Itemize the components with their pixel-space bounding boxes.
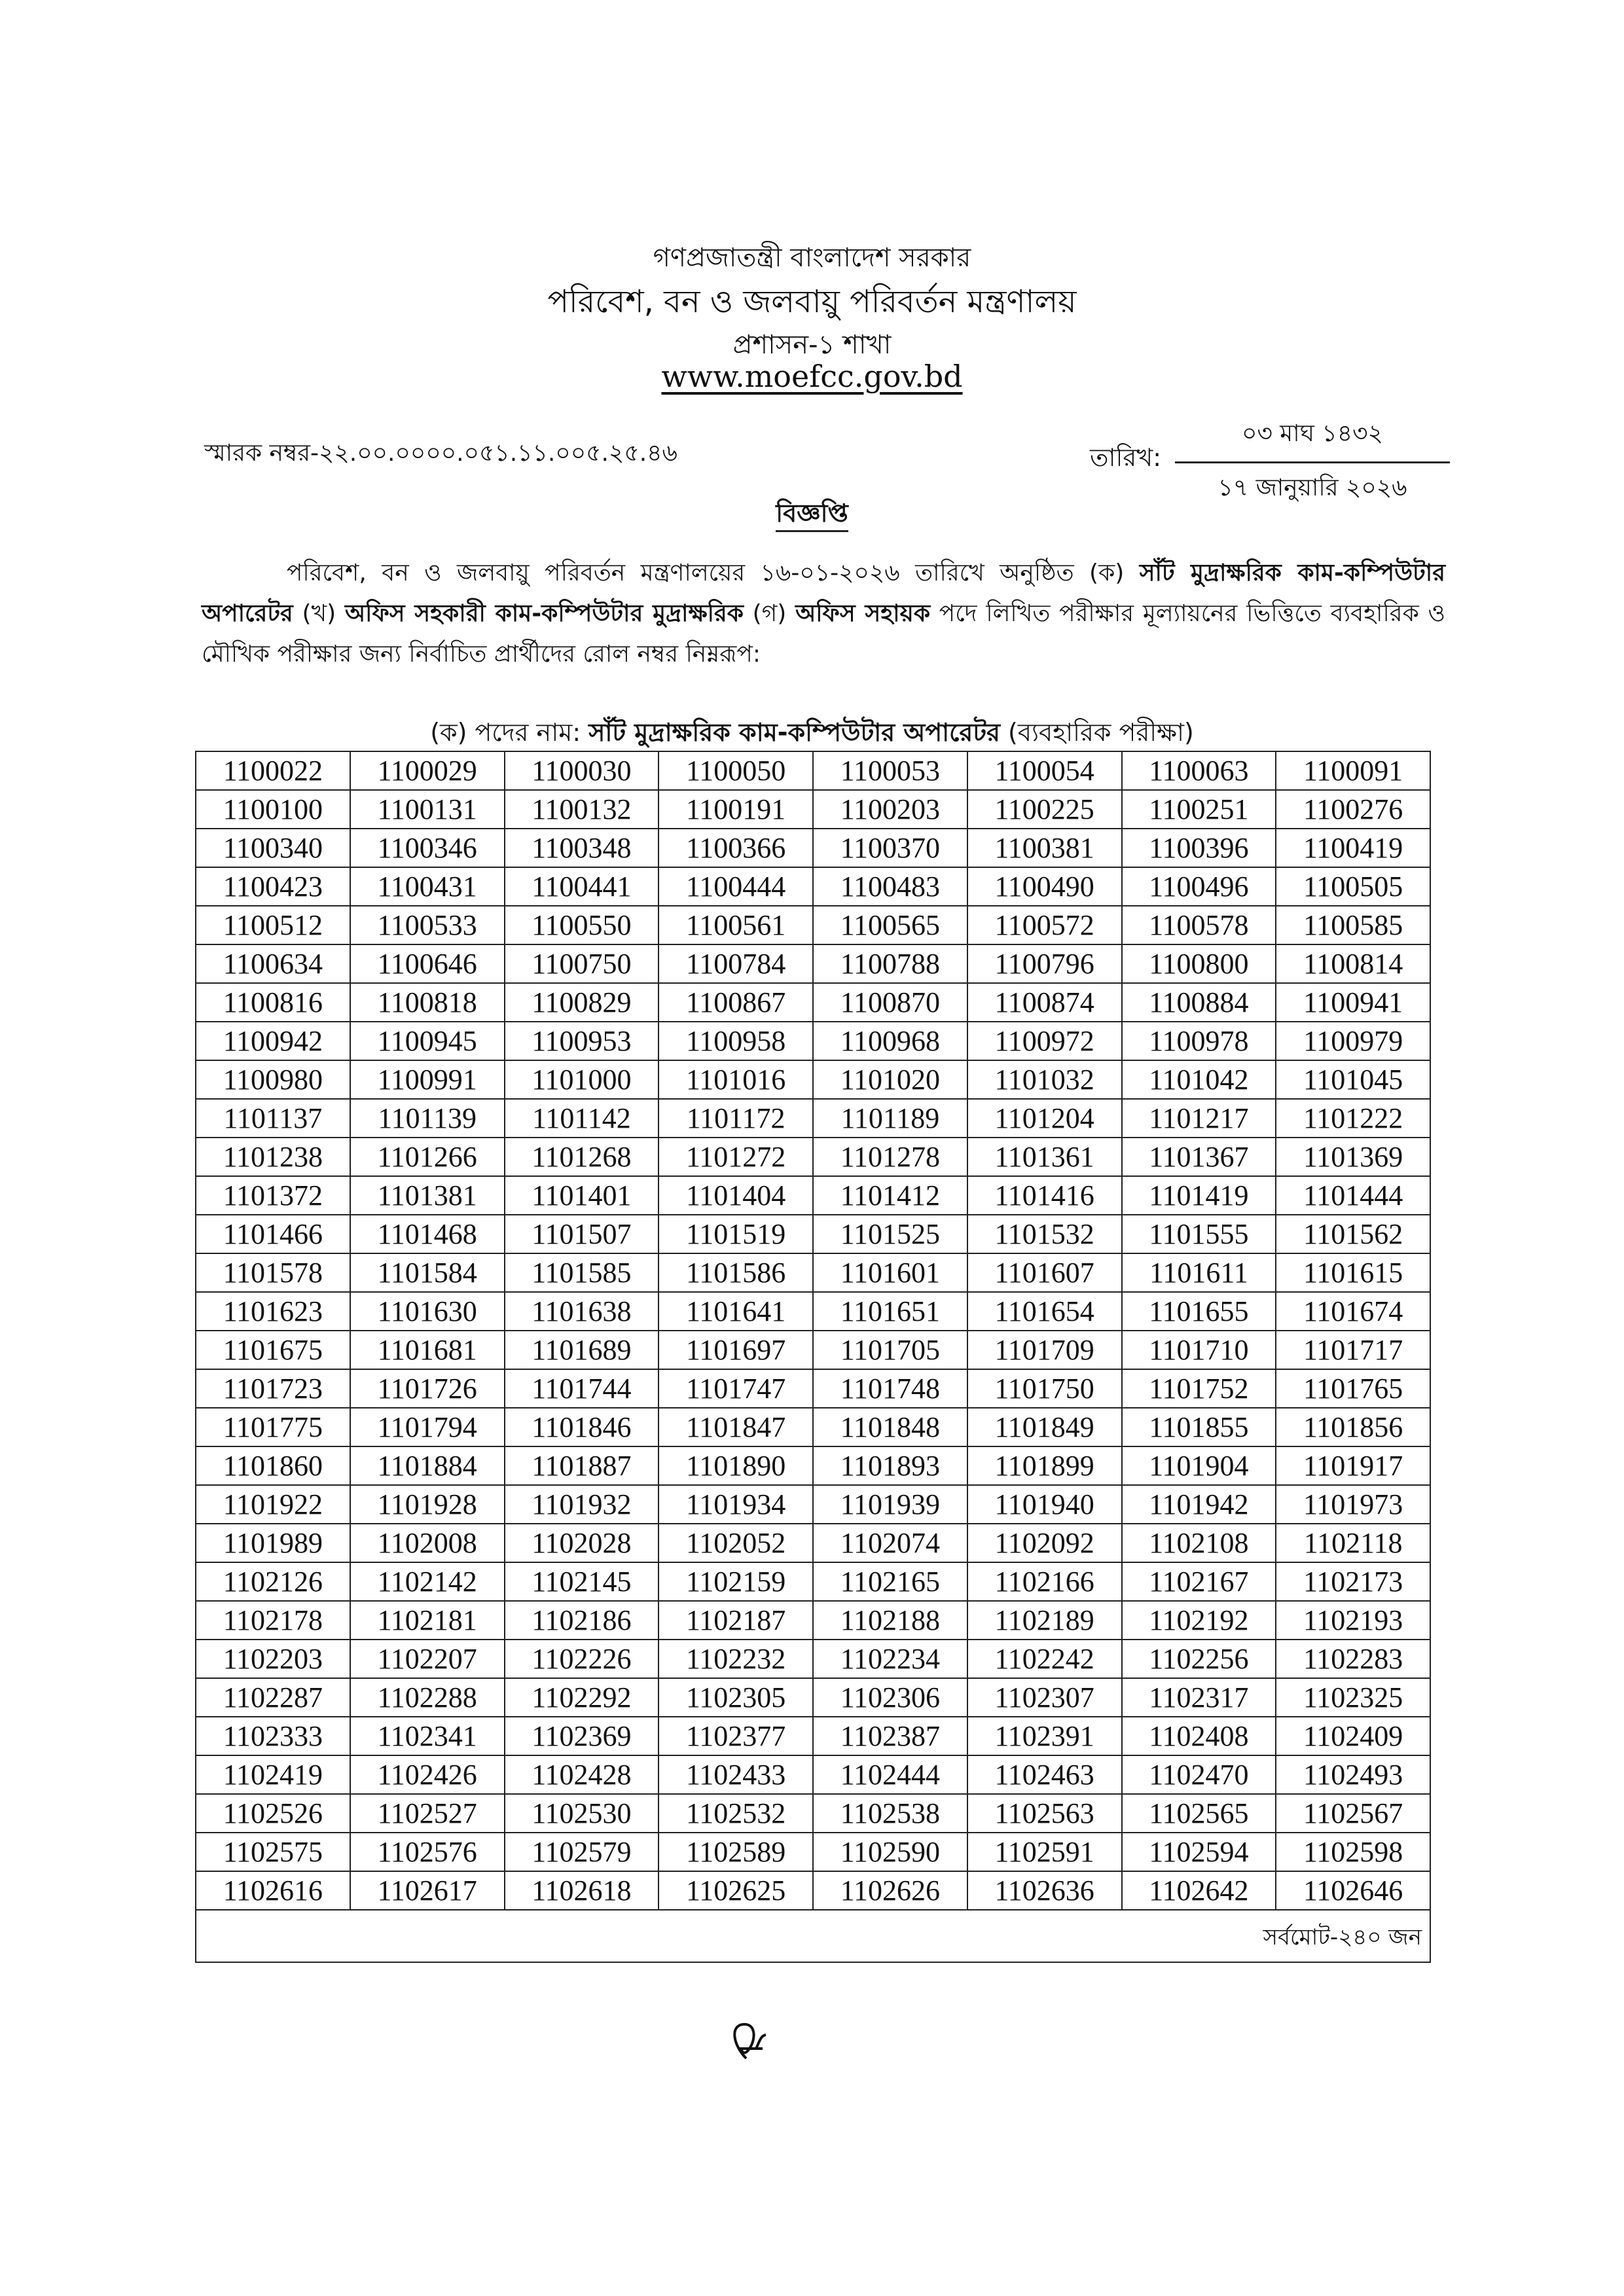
roll-number-cell: 1101172 [659, 1099, 813, 1138]
total-row [196, 1910, 1430, 1962]
roll-number-cell: 1101855 [1122, 1408, 1276, 1446]
roll-number-cell: 1100100 [196, 790, 350, 829]
roll-number-cell: 1102598 [1276, 1833, 1430, 1871]
roll-number-cell: 1102203 [196, 1640, 350, 1678]
roll-number-cell: 1100348 [505, 829, 659, 867]
roll-number-cell: 1100968 [813, 1022, 967, 1060]
roll-number-cell: 1101601 [813, 1253, 967, 1292]
roll-number-cell: 1101607 [967, 1253, 1122, 1292]
signature-icon [727, 2019, 785, 2065]
roll-number-cell: 1101689 [505, 1331, 659, 1369]
roll-number-cell: 1100978 [1122, 1022, 1276, 1060]
website-link[interactable]: www.moefcc.gov.bd [661, 359, 963, 394]
roll-number-cell: 1100578 [1122, 906, 1276, 944]
roll-number-cell: 1101586 [659, 1253, 813, 1292]
roll-number-cell: 1101989 [196, 1524, 350, 1562]
table-row [196, 1871, 1430, 1910]
roll-number-cell: 1100054 [967, 751, 1122, 790]
total-count: সর্বমোট-২৪০ জন [196, 1910, 1430, 1962]
roll-number-cell: 1101641 [659, 1292, 813, 1331]
roll-number-cell: 1101000 [505, 1060, 659, 1099]
roll-number-cell: 1100572 [967, 906, 1122, 944]
roll-number-cell: 1102617 [350, 1871, 505, 1910]
table-row [196, 1292, 1430, 1331]
roll-number-cell: 1101584 [350, 1253, 505, 1292]
roll-number-cell: 1102207 [350, 1640, 505, 1678]
roll-number-cell: 1101884 [350, 1446, 505, 1485]
roll-number-cell: 1102126 [196, 1562, 350, 1601]
roll-number-cell: 1101507 [505, 1215, 659, 1253]
roll-number-cell: 1101238 [196, 1138, 350, 1176]
roll-number-cell: 1102052 [659, 1524, 813, 1562]
roll-number-cell: 1102532 [659, 1794, 813, 1833]
roll-number-cell: 1102234 [813, 1640, 967, 1678]
table-row [196, 1640, 1430, 1678]
roll-number-cell: 1101532 [967, 1215, 1122, 1253]
roll-number-cell: 1100444 [659, 867, 813, 906]
roll-number-cell: 1100533 [350, 906, 505, 944]
roll-number-cell: 1100829 [505, 983, 659, 1022]
roll-number-cell: 1101217 [1122, 1099, 1276, 1138]
roll-number-cell: 1101939 [813, 1485, 967, 1524]
roll-number-cell: 1100784 [659, 944, 813, 983]
roll-number-cell: 1102428 [505, 1755, 659, 1794]
table-row [196, 829, 1430, 867]
table-row [196, 1215, 1430, 1253]
roll-number-cell: 1102092 [967, 1524, 1122, 1562]
roll-number-cell: 1102188 [813, 1601, 967, 1640]
roll-number-cell: 1102636 [967, 1871, 1122, 1910]
roll-number-cell: 1102187 [659, 1601, 813, 1640]
roll-number-cell: 1101189 [813, 1099, 967, 1138]
table-row [196, 1253, 1430, 1292]
roll-number-cell: 1101139 [350, 1099, 505, 1138]
table-row [196, 1176, 1430, 1215]
government-name: গণপ্রজাতন্ত্রী বাংলাদেশ সরকার [653, 243, 971, 273]
roll-number-cell: 1102074 [813, 1524, 967, 1562]
roll-number-cell: 1102142 [350, 1562, 505, 1601]
roll-number-cell: 1102590 [813, 1833, 967, 1871]
roll-number-cell: 1102028 [505, 1524, 659, 1562]
roll-number-cell: 1102232 [659, 1640, 813, 1678]
roll-number-cell: 1100132 [505, 790, 659, 829]
branch-name: প্রশাসন-১ শাখা [732, 330, 892, 360]
roll-number-cell: 1100091 [1276, 751, 1430, 790]
roll-number-cell: 1101893 [813, 1446, 967, 1485]
roll-number-cell: 1100953 [505, 1022, 659, 1060]
roll-number-cell: 1102288 [350, 1678, 505, 1717]
roll-number-cell: 1100203 [813, 790, 967, 829]
roll-number-cell: 1101042 [1122, 1060, 1276, 1099]
roll-number-cell: 1102226 [505, 1640, 659, 1678]
roll-number-cell: 1102646 [1276, 1871, 1430, 1910]
post-a: সাঁট মুদ্রাক্ষরিক কাম-কম্পিউটার অপারেটর [202, 560, 1446, 627]
roll-number-cell: 1102369 [505, 1717, 659, 1755]
roll-number-cell: 1101744 [505, 1369, 659, 1408]
table-row [196, 1022, 1430, 1060]
roll-number-cell: 1102166 [967, 1562, 1122, 1601]
roll-number-cell: 1101578 [196, 1253, 350, 1292]
roll-number-cell: 1100870 [813, 983, 967, 1022]
roll-number-cell: 1101222 [1276, 1099, 1430, 1138]
table-row [196, 1331, 1430, 1369]
roll-number-cell: 1102530 [505, 1794, 659, 1833]
memo-number: স্মারক নম্বর-২২.০০.০০০০.০৫১.১১.০০৫.২৫.৪৬ [204, 440, 677, 467]
roll-number-cell: 1101401 [505, 1176, 659, 1215]
roll-number-cell: 1102283 [1276, 1640, 1430, 1678]
roll-number-cell: 1101697 [659, 1331, 813, 1369]
table-row [196, 1601, 1430, 1640]
roll-number-cell: 1102463 [967, 1755, 1122, 1794]
roll-number-cell: 1102642 [1122, 1871, 1276, 1910]
roll-number-cell: 1101562 [1276, 1215, 1430, 1253]
roll-number-cell: 1101940 [967, 1485, 1122, 1524]
roll-number-cell: 1100788 [813, 944, 967, 983]
ministry-name: পরিবেশ, বন ও জলবায়ু পরিবর্তন মন্ত্রণালয় [547, 283, 1077, 320]
notice-title: বিজ্ঞপ্তি [0, 494, 1624, 536]
table-row [196, 944, 1430, 983]
roll-number-cell: 1101765 [1276, 1369, 1430, 1408]
roll-number-cell: 1100958 [659, 1022, 813, 1060]
roll-number-cell: 1100867 [659, 983, 813, 1022]
table-row [196, 1524, 1430, 1562]
roll-number-cell: 1101747 [659, 1369, 813, 1408]
roll-number-cell: 1101020 [813, 1060, 967, 1099]
roll-number-cell: 1100816 [196, 983, 350, 1022]
roll-number-cell: 1100050 [659, 751, 813, 790]
roll-number-cell: 1100646 [350, 944, 505, 983]
roll-number-cell: 1101416 [967, 1176, 1122, 1215]
roll-number-cell: 1102307 [967, 1678, 1122, 1717]
roll-number-cell: 1100396 [1122, 829, 1276, 867]
roll-number-cell: 1101412 [813, 1176, 967, 1215]
table-row [196, 1060, 1430, 1099]
roll-number-cell: 1101846 [505, 1408, 659, 1446]
roll-number-cell: 1101887 [505, 1446, 659, 1485]
roll-number-cell: 1101723 [196, 1369, 350, 1408]
roll-number-cell: 1102173 [1276, 1562, 1430, 1601]
roll-number-cell: 1101934 [659, 1485, 813, 1524]
roll-number-cell: 1101674 [1276, 1292, 1430, 1331]
roll-number-cell: 1102377 [659, 1717, 813, 1755]
roll-number-cell: 1102576 [350, 1833, 505, 1871]
roll-number-cell: 1101654 [967, 1292, 1122, 1331]
roll-number-cell: 1101932 [505, 1485, 659, 1524]
table-row [196, 1678, 1430, 1717]
table-row [196, 1755, 1430, 1794]
roll-number-cell: 1102591 [967, 1833, 1122, 1871]
roll-number-cell: 1102167 [1122, 1562, 1276, 1601]
roll-number-cell: 1100276 [1276, 790, 1430, 829]
table-row [196, 983, 1430, 1022]
table-row [196, 751, 1430, 790]
roll-number-cell: 1102470 [1122, 1755, 1276, 1794]
roll-number-cell: 1101705 [813, 1331, 967, 1369]
roll-number-cell: 1100030 [505, 751, 659, 790]
roll-number-cell: 1102575 [196, 1833, 350, 1871]
roll-number-cell: 1102159 [659, 1562, 813, 1601]
roll-number-cell: 1101266 [350, 1138, 505, 1176]
notice-body: পরিবেশ, বন ও জলবায়ু পরিবর্তন মন্ত্রণালয়ের ১৬-০১-২০২৬ তারিখে অনুষ্ঠিত (ক) সাঁট মুদ্রাক্ষরিক কাম-কম্পিউটার অপারেটর (খ) অফিস সহকারী কাম-কম্পিউটার মুদ্রাক্ষরিক (গ) অফিস সহায়ক পদে লিখিত পরীক্ষার মূল্যায়নের ভিত্তিতে ব্যবহারিক ও মৌখিক পরীক্ষার জন্য নির্বাচিত প্রার্থীদের রোল নম্বর নিম্নরূপ: [202, 560, 1446, 668]
roll-number-cell: 1101748 [813, 1369, 967, 1408]
roll-number-cell: 1100381 [967, 829, 1122, 867]
post-c: অফিস সহায়ক [795, 600, 931, 627]
roll-number-cell: 1101272 [659, 1138, 813, 1176]
table-row [196, 1485, 1430, 1524]
roll-number-cell: 1102526 [196, 1794, 350, 1833]
roll-number-cell: 1101016 [659, 1060, 813, 1099]
roll-number-cell: 1101651 [813, 1292, 967, 1331]
roll-number-cell: 1100063 [1122, 751, 1276, 790]
roll-number-cell: 1102192 [1122, 1601, 1276, 1640]
roll-number-cell: 1100980 [196, 1060, 350, 1099]
roll-number-cell: 1101750 [967, 1369, 1122, 1408]
table-row [196, 1138, 1430, 1176]
roll-number-cell: 1100340 [196, 829, 350, 867]
roll-number-cell: 1102305 [659, 1678, 813, 1717]
roll-number-cell: 1100496 [1122, 867, 1276, 906]
section-caption: (ক) পদের নাম: সাঁট মুদ্রাক্ষরিক কাম-কম্পিউটার অপারেটর (ব্যবহারিক পরীক্ষা) [430, 718, 1194, 747]
roll-number-cell: 1100884 [1122, 983, 1276, 1022]
roll-number-cell: 1101917 [1276, 1446, 1430, 1485]
roll-number-cell: 1101942 [1122, 1485, 1276, 1524]
roll-number-cell: 1100979 [1276, 1022, 1430, 1060]
roll-number-cell: 1100191 [659, 790, 813, 829]
table-row [196, 1369, 1430, 1408]
roll-number-cell: 1102493 [1276, 1755, 1430, 1794]
roll-number-cell: 1101555 [1122, 1215, 1276, 1253]
roll-number-cell: 1102444 [813, 1755, 967, 1794]
table-row [196, 1446, 1430, 1485]
roll-number-cell: 1101381 [350, 1176, 505, 1215]
table-row [196, 1717, 1430, 1755]
table-row [196, 906, 1430, 944]
roll-number-cell: 1101045 [1276, 1060, 1430, 1099]
roll-number-cell: 1102118 [1276, 1524, 1430, 1562]
roll-number-cell: 1100053 [813, 751, 967, 790]
roll-number-cell: 1100796 [967, 944, 1122, 983]
roll-number-cell: 1102341 [350, 1717, 505, 1755]
roll-number-cell: 1101444 [1276, 1176, 1430, 1215]
roll-number-cell: 1102419 [196, 1755, 350, 1794]
roll-number-cell: 1102306 [813, 1678, 967, 1717]
roll-number-cell: 1101468 [350, 1215, 505, 1253]
roll-number-cell: 1102145 [505, 1562, 659, 1601]
roll-number-cell: 1102579 [505, 1833, 659, 1871]
roll-number-cell: 1100942 [196, 1022, 350, 1060]
roll-number-cell: 1100945 [350, 1022, 505, 1060]
roll-number-cell: 1102333 [196, 1717, 350, 1755]
roll-number-cell: 1101849 [967, 1408, 1122, 1446]
roll-number-cell: 1101032 [967, 1060, 1122, 1099]
table-row [196, 867, 1430, 906]
roll-number-cell: 1101717 [1276, 1331, 1430, 1369]
roll-number-cell: 1100874 [967, 983, 1122, 1022]
roll-number-cell: 1101847 [659, 1408, 813, 1446]
roll-number-cell: 1101675 [196, 1331, 350, 1369]
roll-number-cell: 1102242 [967, 1640, 1122, 1678]
post-b: অফিস সহকারী কাম-কম্পিউটার মুদ্রাক্ষরিক [344, 600, 744, 627]
roll-number-cell: 1102594 [1122, 1833, 1276, 1871]
roll-number-cell: 1101623 [196, 1292, 350, 1331]
roll-number-cell: 1102292 [505, 1678, 659, 1717]
date-gregorian: ১৭ জানুয়ারি ২০২৬ [1218, 475, 1407, 501]
roll-number-cell: 1100490 [967, 867, 1122, 906]
roll-number-cell: 1102008 [350, 1524, 505, 1562]
roll-number-cell: 1100431 [350, 867, 505, 906]
roll-number-cell: 1100441 [505, 867, 659, 906]
roll-number-cell: 1100366 [659, 829, 813, 867]
roll-number-cell: 1101369 [1276, 1138, 1430, 1176]
roll-number-cell: 1102616 [196, 1871, 350, 1910]
roll-number-cell: 1101709 [967, 1331, 1122, 1369]
roll-number-cell: 1100346 [350, 829, 505, 867]
roll-number-table [195, 751, 1431, 1963]
roll-number-cell: 1100941 [1276, 983, 1430, 1022]
roll-number-cell: 1101899 [967, 1446, 1122, 1485]
date-bangla: ০৩ মাঘ ১৪৩২ [1175, 416, 1450, 463]
roll-number-cell: 1100750 [505, 944, 659, 983]
roll-number-cell: 1102317 [1122, 1678, 1276, 1717]
roll-number-cell: 1100991 [350, 1060, 505, 1099]
roll-number-cell: 1101615 [1276, 1253, 1430, 1292]
roll-number-cell: 1100512 [196, 906, 350, 944]
roll-number-cell: 1101361 [967, 1138, 1122, 1176]
roll-number-cell: 1102256 [1122, 1640, 1276, 1678]
roll-number-cell: 1100022 [196, 751, 350, 790]
roll-number-cell: 1101268 [505, 1138, 659, 1176]
roll-number-cell: 1101794 [350, 1408, 505, 1446]
roll-number-cell: 1102538 [813, 1794, 967, 1833]
roll-number-cell: 1102108 [1122, 1524, 1276, 1562]
roll-number-cell: 1102567 [1276, 1794, 1430, 1833]
roll-number-cell: 1100251 [1122, 790, 1276, 829]
roll-number-cell: 1102193 [1276, 1601, 1430, 1640]
roll-number-cell: 1101404 [659, 1176, 813, 1215]
roll-number-cell: 1101928 [350, 1485, 505, 1524]
table-row [196, 1794, 1430, 1833]
roll-number-cell: 1100225 [967, 790, 1122, 829]
roll-number-cell: 1102618 [505, 1871, 659, 1910]
roll-number-cell: 1101466 [196, 1215, 350, 1253]
roll-number-cell: 1101890 [659, 1446, 813, 1485]
roll-number-cell: 1102181 [350, 1601, 505, 1640]
roll-number-cell: 1102391 [967, 1717, 1122, 1755]
roll-number-cell: 1100565 [813, 906, 967, 944]
roll-number-cell: 1101860 [196, 1446, 350, 1485]
roll-number-cell: 1100818 [350, 983, 505, 1022]
roll-number-cell: 1102186 [505, 1601, 659, 1640]
roll-number-cell: 1101904 [1122, 1446, 1276, 1485]
roll-number-cell: 1100505 [1276, 867, 1430, 906]
roll-number-cell: 1102626 [813, 1871, 967, 1910]
roll-number-cell: 1101142 [505, 1099, 659, 1138]
roll-number-cell: 1102409 [1276, 1717, 1430, 1755]
roll-number-cell: 1101856 [1276, 1408, 1430, 1446]
roll-number-cell: 1100419 [1276, 829, 1430, 867]
roll-number-cell: 1101681 [350, 1331, 505, 1369]
roll-number-cell: 1102325 [1276, 1678, 1430, 1717]
roll-number-cell: 1101848 [813, 1408, 967, 1446]
roll-number-cell: 1100561 [659, 906, 813, 944]
roll-number-cell: 1100131 [350, 790, 505, 829]
date-label: তারিখ: [1090, 443, 1162, 472]
roll-number-cell: 1100585 [1276, 906, 1430, 944]
roll-number-cell: 1102189 [967, 1601, 1122, 1640]
table-row [196, 1562, 1430, 1601]
roll-number-cell: 1101367 [1122, 1138, 1276, 1176]
roll-number-cell: 1100423 [196, 867, 350, 906]
roll-number-cell: 1102625 [659, 1871, 813, 1910]
roll-number-cell: 1102387 [813, 1717, 967, 1755]
roll-number-cell: 1100814 [1276, 944, 1430, 983]
roll-number-cell: 1101655 [1122, 1292, 1276, 1331]
table-row [196, 1833, 1430, 1871]
roll-number-cell: 1101710 [1122, 1331, 1276, 1369]
roll-number-cell: 1102178 [196, 1601, 350, 1640]
roll-number-cell: 1101278 [813, 1138, 967, 1176]
roll-number-cell: 1100370 [813, 829, 967, 867]
roll-number-cell: 1101973 [1276, 1485, 1430, 1524]
roll-number-cell: 1101775 [196, 1408, 350, 1446]
table-row [196, 1099, 1430, 1138]
roll-number-cell: 1100029 [350, 751, 505, 790]
roll-number-cell: 1102527 [350, 1794, 505, 1833]
roll-number-cell: 1102565 [1122, 1794, 1276, 1833]
roll-number-cell: 1102433 [659, 1755, 813, 1794]
roll-number-cell: 1101922 [196, 1485, 350, 1524]
roll-number-cell: 1101204 [967, 1099, 1122, 1138]
roll-number-cell: 1102408 [1122, 1717, 1276, 1755]
roll-number-cell: 1101137 [196, 1099, 350, 1138]
roll-number-cell: 1101752 [1122, 1369, 1276, 1408]
roll-number-cell: 1101726 [350, 1369, 505, 1408]
roll-number-cell: 1100483 [813, 867, 967, 906]
roll-number-cell: 1101372 [196, 1176, 350, 1215]
roll-number-cell: 1102563 [967, 1794, 1122, 1833]
roll-number-cell: 1101630 [350, 1292, 505, 1331]
table-row [196, 790, 1430, 829]
roll-number-cell: 1101519 [659, 1215, 813, 1253]
roll-number-cell: 1101585 [505, 1253, 659, 1292]
table-row [196, 1408, 1430, 1446]
roll-number-cell: 1101638 [505, 1292, 659, 1331]
roll-number-cell: 1100634 [196, 944, 350, 983]
roll-number-cell: 1102287 [196, 1678, 350, 1717]
roll-number-cell: 1101611 [1122, 1253, 1276, 1292]
roll-number-cell: 1101525 [813, 1215, 967, 1253]
roll-number-cell: 1100800 [1122, 944, 1276, 983]
roll-number-cell: 1101419 [1122, 1176, 1276, 1215]
roll-number-cell: 1102165 [813, 1562, 967, 1601]
roll-number-cell: 1100550 [505, 906, 659, 944]
roll-number-cell: 1100972 [967, 1022, 1122, 1060]
roll-number-cell: 1102589 [659, 1833, 813, 1871]
roll-number-cell: 1102426 [350, 1755, 505, 1794]
